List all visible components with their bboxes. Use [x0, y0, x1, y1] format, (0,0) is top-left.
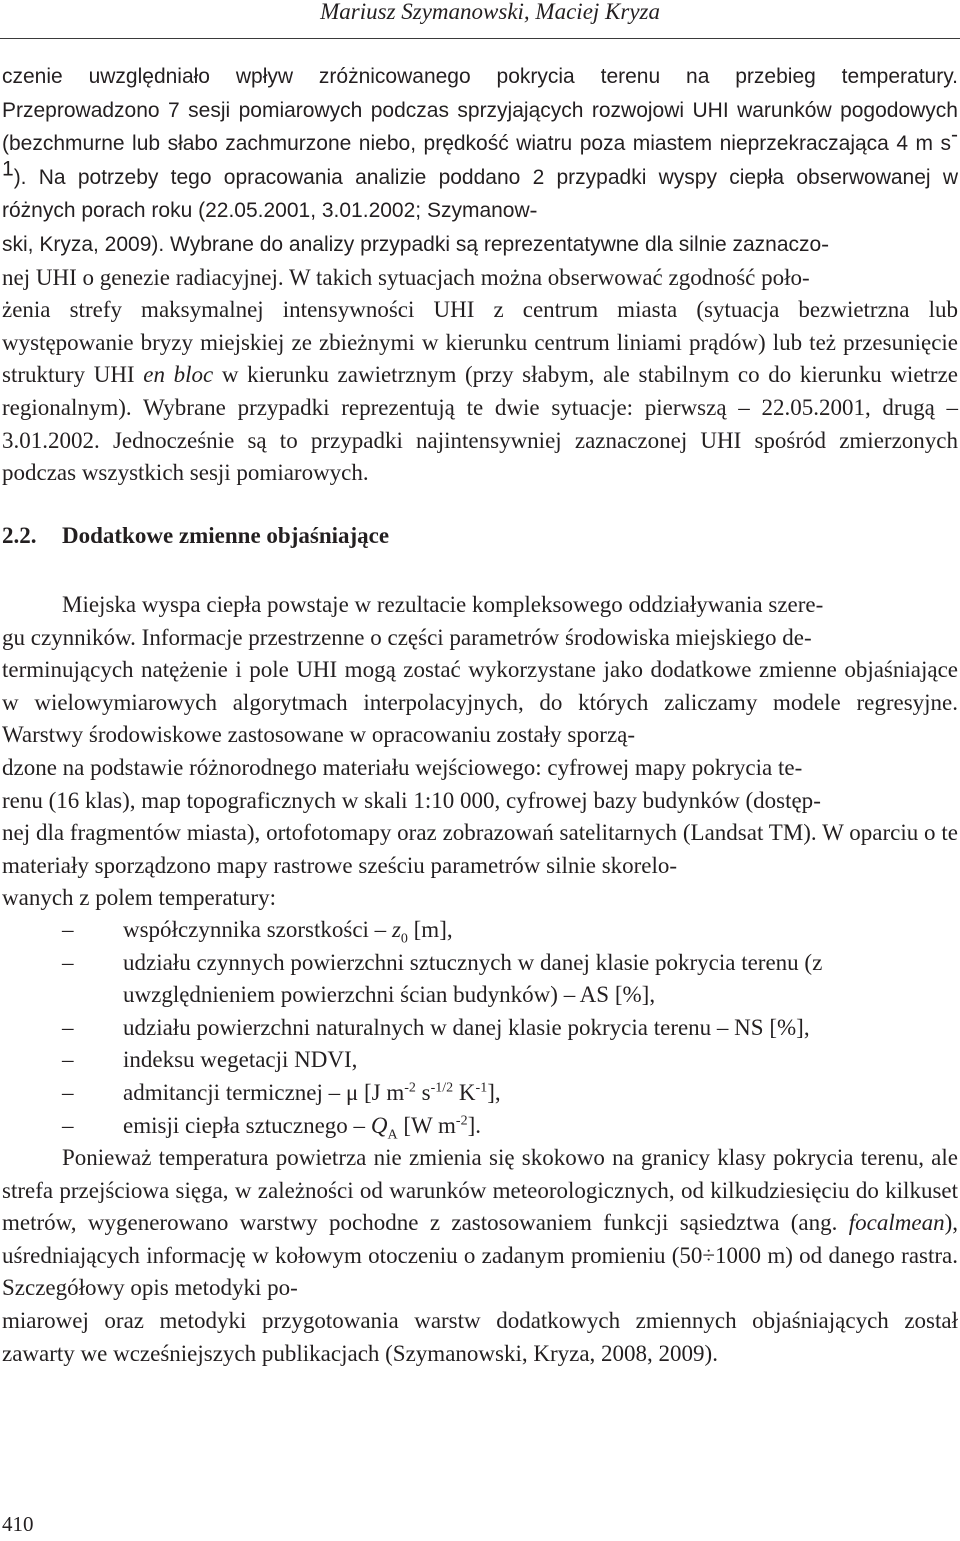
list-item-text: ], [487, 1079, 501, 1105]
variable-symbol: z [391, 917, 401, 942]
subscript: 0 [400, 931, 408, 947]
list-item-text: udziału powierzchni naturalnych w danej klasie pokrycia terenu – NS [%], [123, 1014, 810, 1040]
list-item [2, 1077, 958, 1110]
text-fragment: czenie uwzględniało wpływ zróżnicowanego pokrycia terenu na przebieg temperatury. Przeprowadzono 7 sesji pomiarowych podczas sprzyjających rozwojowi UHI warunków pogodowych (bezchmurne lub słabo zachmurzone niebo, prędkość wiatru poza miastem nieprzekraczająca 4 m s [2, 65, 958, 156]
list-dash: – [62, 1112, 74, 1138]
list-item-text: indeksu wegetacji NDVI, [123, 1047, 358, 1073]
list-item [2, 914, 958, 947]
list-item [2, 947, 958, 1012]
italic-term: en bloc [143, 362, 214, 388]
text-fragment: terminujących natężenie i pole UHI mogą zostać wykorzystane jako dodatkowe zmienne objaśniające w wielowymiarowych algorytmach interpolacyjnych, do których zaliczamy modele regresyjne. Warstwy środowiskowe zastosowane w opracowaniu zostały sporzą [2, 657, 958, 748]
running-head: Mariusz Szymanowski, Maciej Kryza [320, 0, 660, 24]
list-item-text: admitancji termicznej – μ [J m [123, 1079, 405, 1105]
list-item-text: [m], [407, 917, 453, 942]
list-item-text: s [415, 1079, 431, 1105]
text-fragment: w kierunku zawietrznym (przy słabym, ale stabilnym co do kierunku wietrze regionalnym). Wybrane przypadki reprezentują te dwie sytuacje: pierwszą – 22.05.2001, drugą – 3.01.2002. Jednocześnie są to przypadki najintensywniej zaznaczonej UHI spośród zmierzonych podczas wszystkich sesji pomiarowych. [2, 362, 958, 486]
superscript: -2 [455, 1112, 468, 1128]
text-fragment: nej dla fragmentów miasta), ortofotomapy oraz zobrazowań satelitarnych (Landsat TM). W oparciu o te materiały sporządzono mapy rastrowe sześciu parametrów silnie skorelo [2, 820, 958, 878]
text-fragment: renu (16 klas), map topograficznych w skali 1:10 000, cyfrowej bazy budynków (dostęp [2, 787, 814, 813]
list-dash: – [62, 1014, 74, 1040]
text-fragment: Ponieważ temperatura powietrza nie zmienia się skokowo na granicy klasy pokrycia terenu, ale strefa przejściowa sięga, w zależności od warunków meteorologicznych, od kilkudziesięciu do kilkuset metrów, wygenerowano warstwy pochodne z zastosowaniem funkcji sąsiedztwa (ang. [2, 1145, 958, 1236]
list-item [2, 1044, 958, 1077]
text-fragment: ), uśredniających informację w kołowym otoczeniu o zadanym promieniu (50÷1000 m) od danego rastra. Szczegółowy opis metodyki po [2, 1210, 958, 1301]
list-item-text: [W m [397, 1112, 456, 1138]
superscript: -1/2 [430, 1080, 454, 1096]
superscript: -1 [475, 1080, 488, 1096]
list-item-text: ]. [467, 1112, 481, 1138]
section-heading [2, 522, 389, 550]
parameter-list [2, 914, 958, 1142]
section-title: Dodatkowe zmienne objaśniające [62, 523, 390, 548]
list-item-text: emisji ciepła sztucznego – [123, 1112, 371, 1138]
text-fragment: ). Na potrzeby tego opracowania analizie poddano 2 przypadki wyspy ciepła obserwowanej w różnych porach roku (22.05.2001, 3.01.2002; Szymanow [2, 165, 958, 223]
text-fragment: żenia strefy maksymalnej intensywności UHI z centrum miasta (sytuacja bezwietrzna lub występowanie bryzy miejskiej ze zbieżnymi w kierunku centrum liniami prądów) lub też przesunięcie struktury UHI [2, 297, 958, 388]
paragraph-focal-functions: Ponieważ temperatura powietrza nie zmienia się skokowo na granicy klasy pokrycia terenu, ale strefa przejściowa sięga, w zależności od warunków meteorologicznych, od kilkudziesięciu do kilkuset metrów, wygenerowano warstwy pochodne z zastosowaniem funkcji sąsiedztwa (ang. focalmean), uśredniających informację w kołowym otoczeniu o zadanym promieniu (50÷1000 m) od danego rastra. Szczegółowy opis metodyki po- miarowej oraz metodyki przygotowania warstw dodatkowych zmiennych objaśniających został zawarty we wcześniejszych publikacjach (Szymanowski, Kryza, 2008, 2009). [2, 1145, 958, 1366]
page-number: 410 [2, 1512, 34, 1536]
list-item [2, 1110, 958, 1143]
italic-term: focalmean [848, 1210, 945, 1236]
list-dash: – [62, 917, 74, 942]
list-item-text: K [453, 1079, 476, 1105]
superscript: -1 [2, 123, 958, 181]
paragraph-uhi-sessions: czenie uwzględniało wpływ zróżnicowanego pokrycia terenu na przebieg temperatury. Przeprowadzono 7 sesji pomiarowych podczas sprzyjających rozwojowi UHI warunków pogodowych (bezchmurne lub słabo zachmurzone niebo, prędkość wiatru poza miastem nieprzekraczająca 4 m $s^{-1}$). Na potrzeby tego opracowania analizie poddano 2 przypadki wyspy ciepła obserwowanej w różnych porach roku (22.05.2001, 3.01.2002; Szymanow- ski, Kryza, 2009). Wybrane do analizy przypadki są reprezentatywne dla silnie zaznaczo- nej UHI o genezie radiacyjnej. W takich sytuacjach można obserwować zgodność poło- żenia strefy maksymalnej intensywności UHI z centrum miasta (sytuacja bezwietrzna lub występowanie bryzy miejskiej ze zbieżnymi w kierunku centrum liniami prądów) lub też przesunięcie struktury UHI en bloc w kierunku zawietrznym (przy słabym, ale stabilnym co do kierunku wietrze regionalnym). Wybrane przypadki reprezentują te dwie sytuacje: pierwszą – 22.05.2001, drugą – 3.01.2002. Jednocześnie są to przypadki najintensywniej zaznaczonej UHI spośród zmierzonych podczas wszystkich sesji pomiarowych. [2, 65, 958, 486]
list-dash: – [62, 949, 74, 975]
list-dash: – [62, 1079, 74, 1105]
text-fragment: Miejska wyspa ciepła powstaje w rezultacie kompleksowego oddziaływania szere [62, 592, 816, 617]
subscript: A [387, 1127, 398, 1143]
list-item [2, 1012, 958, 1045]
text-fragment: wanych z polem temperatury: [2, 885, 276, 911]
list-dash: – [62, 1047, 74, 1073]
paragraph-explanatory-variables: Miejska wyspa ciepła powstaje w rezultacie kompleksowego oddziaływania szere- gu czynników. Informacje przestrzenne o części parametrów środowiska miejskiego de- terminujących natężenie i pole UHI mogą zostać wykorzystane jako dodatkowe zmienne objaśniające w wielowymiarowych algorytmach interpolacyjnych, do których zaliczamy modele regresyjne. Warstwy środowiskowe zastosowane w opracowaniu zostały sporzą- dzone na podstawie różnorodnego materiału wejściowego: cyfrowej mapy pokrycia te- renu (16 klas), map topograficznych w skali 1:10 000, cyfrowej bazy budynków (dostęp- nej dla fragmentów miasta), ortofotomapy oraz zobrazowań satelitarnych (Landsat TM). W oparciu o te materiały sporządzono mapy rastrowe sześciu parametrów silnie skorelo- wanych z polem temperatury: [2, 592, 958, 911]
text-fragment: miarowej oraz metodyki przygotowania warstw dodatkowych zmiennych objaśniających został zawarty we wcześniejszych publikacjach (Szymanowski, Kryza, 2008, 2009). [2, 1307, 958, 1366]
text-fragment: nej UHI o genezie radiacyjnej. W takich sytuacjach można obserwować zgodność poło [2, 264, 803, 290]
text-fragment: ski, Kryza, 2009). Wybrane do analizy przypadki są reprezentatywne dla silnie zaznaczo [2, 232, 822, 256]
text-fragment: dzone na podstawie różnorodnego materiału wejściowego: cyfrowej mapy pokrycia te [2, 754, 795, 780]
header-rule [0, 38, 960, 39]
text-fragment: gu czynników. Informacje przestrzenne o części parametrów środowiska miejskiego de [2, 624, 804, 650]
superscript: -2 [404, 1080, 416, 1096]
list-item-text: udziału czynnych powierzchni sztucznych w danej klasie pokrycia terenu (z uwzględnieniem powierzchni ścian budynków) – AS [%], [123, 949, 823, 1008]
variable-symbol: Q [370, 1112, 388, 1138]
section-number: 2.2. [2, 523, 37, 548]
list-item-text: współczynnika szorstkości – [123, 917, 392, 942]
